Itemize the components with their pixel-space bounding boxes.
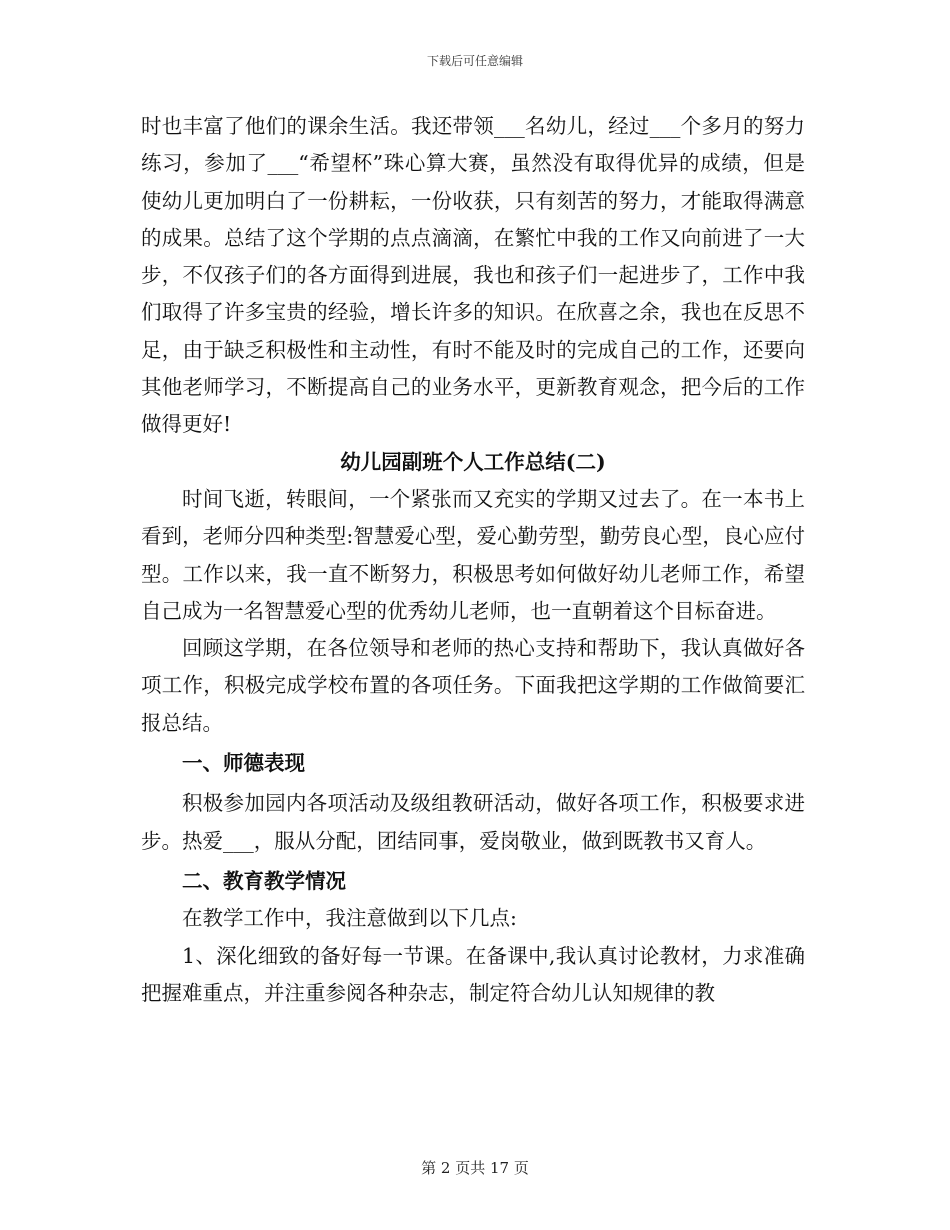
paragraph-review: 回顾这学期，在各位领导和老师的热心支持和帮助下，我认真做好各项工作，积极完成学校布置的各项任务。下面我把这学期的工作做简要汇报总结。 [141, 636, 805, 735]
paragraph-ethics: 积极参加园内各项活动及级组教研活动，做好各项工作，积极要求进步。热爱___，服从分配，团结同事，爱岗敬业，做到既教书又育人。 [141, 791, 805, 853]
paragraph-intro: 时间飞逝，转眼间，一个紧张而又充实的学期又过去了。在一本书上看到，老师分四种类型:智慧爱心型，爱心勤劳型，勤劳良心型，良心应付型。工作以来，我一直不断努力，积极思考如何做好幼儿老师工作，希望自己成为一名智慧爱心型的优秀幼儿老师，也一直朝着这个目标奋进。 [141, 486, 805, 623]
paragraph-continuation: 时也丰富了他们的课余生活。我还带领___名幼儿，经过___个多月的努力练习，参加了___“希望杯”珠心算大赛，虽然没有取得优异的成绩，但是使幼儿更加明白了一份耕耘，一份收获，只有刻苦的努力，才能取得满意的成果。总结了这个学期的点点滴滴，在繁忙中我的工作又向前进了一大步，不仅孩子们的各方面得到进展，我也和孩子们一起进步了，工作中我们取得了许多宝贵的经验，增长许多的知识。在欣喜之余，我也在反思不足，由于缺乏积极性和主动性，有时不能及时的完成自己的工作，还要向其他老师学习，不断提高自己的业务水平，更新教育观念，把今后的工作做得更好! [141, 114, 805, 437]
paragraph-teaching-intro: 在教学工作中，我注意做到以下几点: [182, 906, 517, 931]
page-number: 第 2 页共 17 页 [421, 1159, 529, 1177]
section-title: 幼儿园副班个人工作总结(二) [340, 449, 606, 474]
heading-teaching: 二、教育教学情况 [182, 868, 346, 893]
page-header: 下载后可任意编辑 [426, 54, 523, 68]
heading-teacher-ethics: 一、师德表现 [182, 751, 305, 776]
document-body [141, 108, 805, 1012]
paragraph-lesson-prep: 1、深化细致的备好每一节课。在备课中,我认真讨论教材，力求准确把握难重点，并注重参阅各种杂志，制定符合幼儿认知规律的教 [141, 943, 805, 1005]
